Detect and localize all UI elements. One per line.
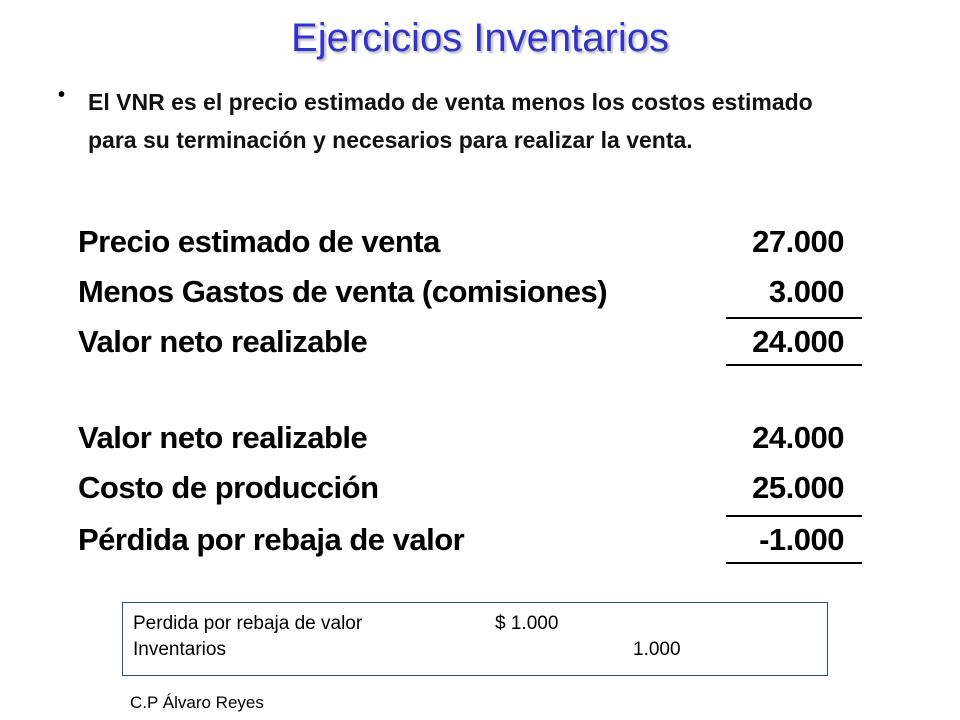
table-row [78, 267, 858, 317]
bullet-text: El VNR es el precio estimado de venta menos los costos estimado para su terminación y necesarios para realizar la venta. [88, 89, 813, 153]
journal-credit: 1.000 [633, 639, 681, 660]
row-label: Menos Gastos de venta (comisiones) [78, 274, 608, 309]
row-label: Valor neto realizable [78, 324, 368, 359]
bullet-marker: • [58, 84, 66, 106]
table-row [78, 317, 858, 367]
row-label: Valor neto realizable [78, 420, 368, 455]
row-value: -1.000 [759, 522, 844, 557]
table-row [78, 217, 858, 267]
total-rule [726, 562, 862, 564]
journal-account: Inventarios [133, 639, 226, 660]
footer-author: C.P Álvaro Reyes [130, 693, 264, 712]
slide-title: Ejercicios Inventarios [291, 16, 669, 60]
table-row [78, 413, 858, 463]
journal-debit: $ 1.000 [495, 613, 559, 634]
journal-account: Perdida por rebaja de valor [133, 613, 363, 634]
row-label: Pérdida por rebaja de valor [78, 522, 465, 557]
row-value: 27.000 [752, 224, 844, 259]
row-value: 3.000 [768, 274, 844, 309]
journal-entry-box [122, 602, 828, 676]
row-value: 24.000 [752, 324, 844, 359]
table-row [78, 515, 858, 565]
row-value: 25.000 [752, 470, 844, 505]
row-label: Precio estimado de venta [78, 224, 440, 259]
row-value: 24.000 [752, 420, 844, 455]
row-label: Costo de producción [78, 470, 379, 505]
table-row [78, 463, 858, 513]
total-rule [726, 364, 862, 366]
